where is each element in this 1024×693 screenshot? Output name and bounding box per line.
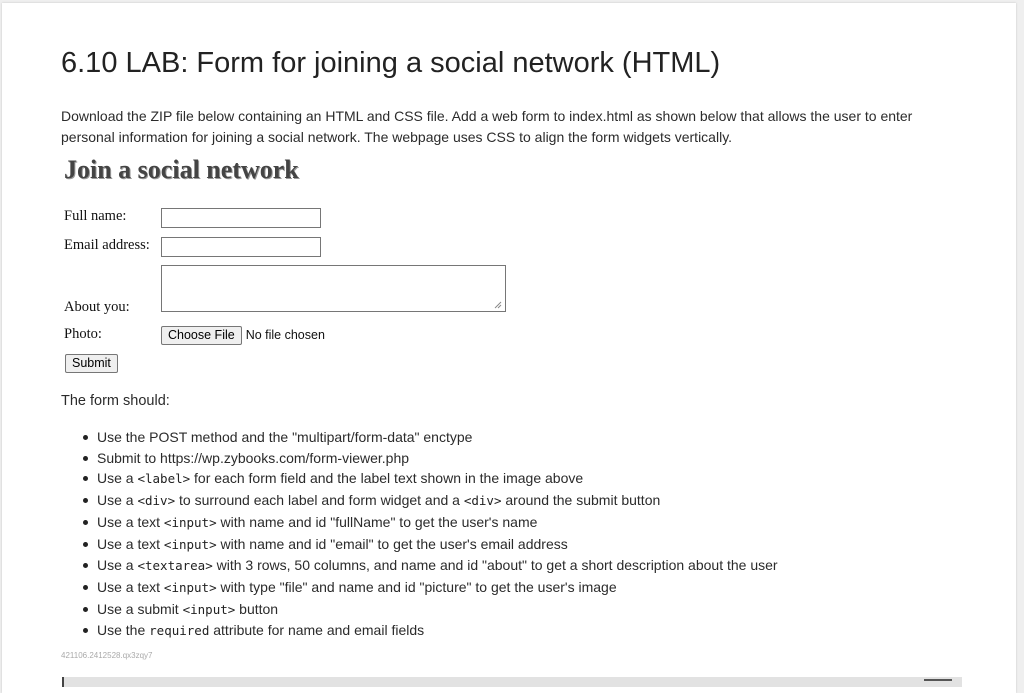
requirement-item: Submit to https://wp.zybooks.com/form-viewer.php [61,448,778,469]
requirement-item: Use a submit <input> button [61,599,778,621]
page-title: 6.10 LAB: Form for joining a social network (HTML) [61,47,721,79]
toolbar-handle-icon[interactable] [924,679,952,681]
intro-paragraph: Download the ZIP file below containing an HTML and CSS file. Add a web form to index.html as shown below that allows the user to enter personal information for joining a social network. The webpage uses CSS to align the form widgets vertically. [61,108,913,145]
requirement-item: Use the required attribute for name and email fields [61,620,778,642]
email-field-preview [161,237,321,257]
form-preview-heading: Join a social network [64,155,299,184]
about-textarea-preview [161,265,506,312]
choose-file-button: Choose File [161,326,242,345]
requirement-item: Use a text <input> with type "file" and name and id "picture" to get the user's image [61,577,778,599]
email-label: Email address: [64,237,150,253]
requirements-lead: The form should: [61,393,170,409]
requirements-list [61,427,778,642]
no-file-text: No file chosen [245,328,325,342]
lab-workspace-toolbar[interactable] [62,677,962,687]
requirement-item: Use a text <input> with name and id "email" to get the user's email address [61,534,778,556]
requirement-item: Use the POST method and the "multipart/form-data" enctype [61,427,778,448]
full-name-label: Full name: [64,208,127,224]
resize-grip-icon [494,301,502,309]
requirement-item: Use a <div> to surround each label and form widget and a <div> around the submit button [61,490,778,512]
full-name-field-preview [161,208,321,228]
submit-button-preview: Submit [65,354,118,373]
requirement-item: Use a text <input> with name and id "fullName" to get the user's name [61,512,778,534]
about-label: About you: [64,299,130,315]
requirement-item: Use a <label> for each form field and the label text shown in the image above [61,468,778,490]
photo-file-picker-preview [161,326,325,345]
lab-id: 421106.2412528.qx3zqy7 [61,651,153,660]
photo-label: Photo: [64,326,102,342]
requirement-item: Use a <textarea> with 3 rows, 50 columns, and name and id "about" to get a short description about the user [61,555,778,577]
